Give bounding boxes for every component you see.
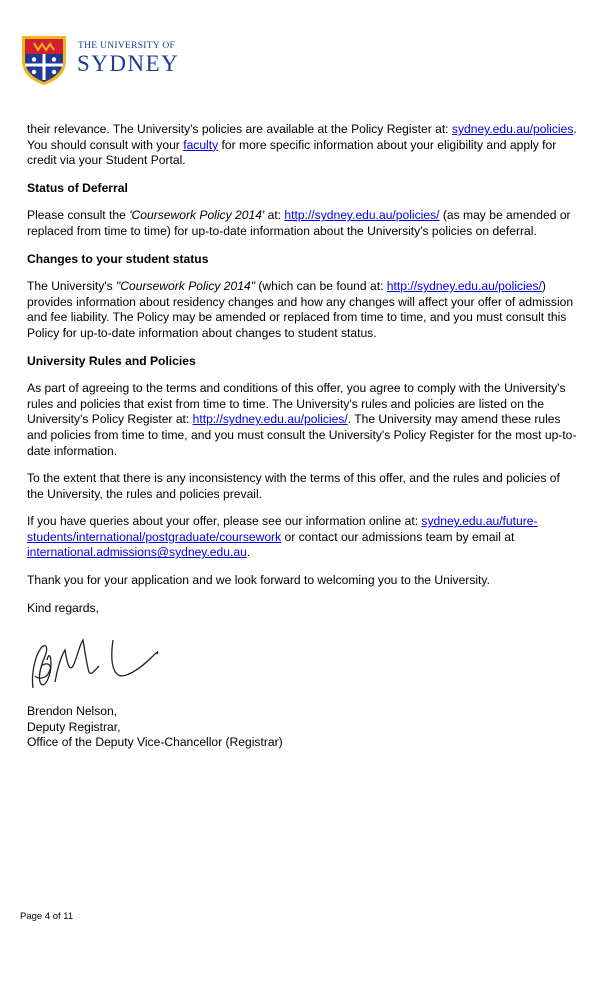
university-name-top: THE UNIVERSITY OF: [78, 41, 176, 51]
paragraph-thank-you: Thank you for your application and we look forward to welcoming you to the University.: [27, 573, 490, 588]
page-number: Page 4 of 11: [20, 911, 74, 922]
heading-changes-to-status: Changes to your student status: [27, 251, 209, 266]
heading-status-of-deferral: Status of Deferral: [27, 180, 128, 195]
signatory-name: Brendon Nelson,: [27, 704, 118, 719]
policies-link[interactable]: sydney.edu.au/policies: [451, 122, 574, 136]
heading-rules-and-policies: University Rules and Policies: [27, 353, 196, 368]
paragraph-deferral: Please consult the 'Coursework Policy 2014' at: http://sydney.edu.au/policies/ (as may be amended or replaced from time to time) for up-to-date information about the University's policies on deferral.: [27, 208, 571, 238]
paragraph-rules: As part of agreeing to the terms and conditions of this offer, you agree to comply with the University's rules and policies that exist from time to time. The University's rules and policies are listed on the University's Policy Register at: http://sydney.edu.au/policies/. The University may amend these rules and policies from time to time, and you must consult the University's Policy Register for the most up-to-date information.: [27, 381, 577, 458]
paragraph-queries: If you have queries about your offer, please see our information online at: sydney.edu.au/future-students/international/postgraduate/coursework or contact our admissions team by email at international.admissions@sydney.edu.au.: [27, 514, 538, 560]
deferral-policy-link[interactable]: http://sydney.edu.au/policies/: [284, 208, 440, 223]
closing-text: Kind regards,: [27, 600, 99, 615]
coursework-info-link[interactable]: sydney.edu.au/future-students/international/postgraduate/coursework: [27, 514, 538, 544]
rules-policy-link[interactable]: http://sydney.edu.au/policies/: [192, 412, 348, 427]
paragraph-policies: their relevance. The University's policies are available at the Policy Register at: sydney.edu.au/policies. You should consult with your faculty for more specific information about your eligibility and apply for credit via your Student Portal.: [27, 122, 577, 168]
changes-policy-link[interactable]: http://sydney.edu.au/policies/: [386, 279, 542, 294]
university-crest-icon: [20, 34, 68, 86]
faculty-link[interactable]: faculty: [183, 137, 219, 152]
letter-body: [27, 122, 579, 751]
signatory-office: Office of the Deputy Vice-Chancellor (Registrar): [27, 735, 283, 750]
paragraph-inconsistency: To the extent that there is any inconsistency with the terms of this offer, and the rules and policies of the University, the rules and policies prevail.: [27, 471, 560, 501]
admissions-email-link[interactable]: international.admissions@sydney.edu.au: [27, 545, 247, 560]
university-name-main: SYDNEY: [77, 51, 180, 76]
signatory-title: Deputy Registrar,: [27, 719, 121, 734]
paragraph-changes: The University's "Coursework Policy 2014" (which can be found at: http://sydney.edu.au/policies/) provides information about residency changes and how any changes will affect your offer of admission and fee liability. The Policy may be amended or replaced from time to time, and you must consult this Policy for up-to-date information about changes to student status.: [27, 279, 574, 340]
handwritten-signature: [27, 626, 162, 696]
signatory-block: [27, 704, 579, 751]
university-logo: [20, 34, 190, 86]
